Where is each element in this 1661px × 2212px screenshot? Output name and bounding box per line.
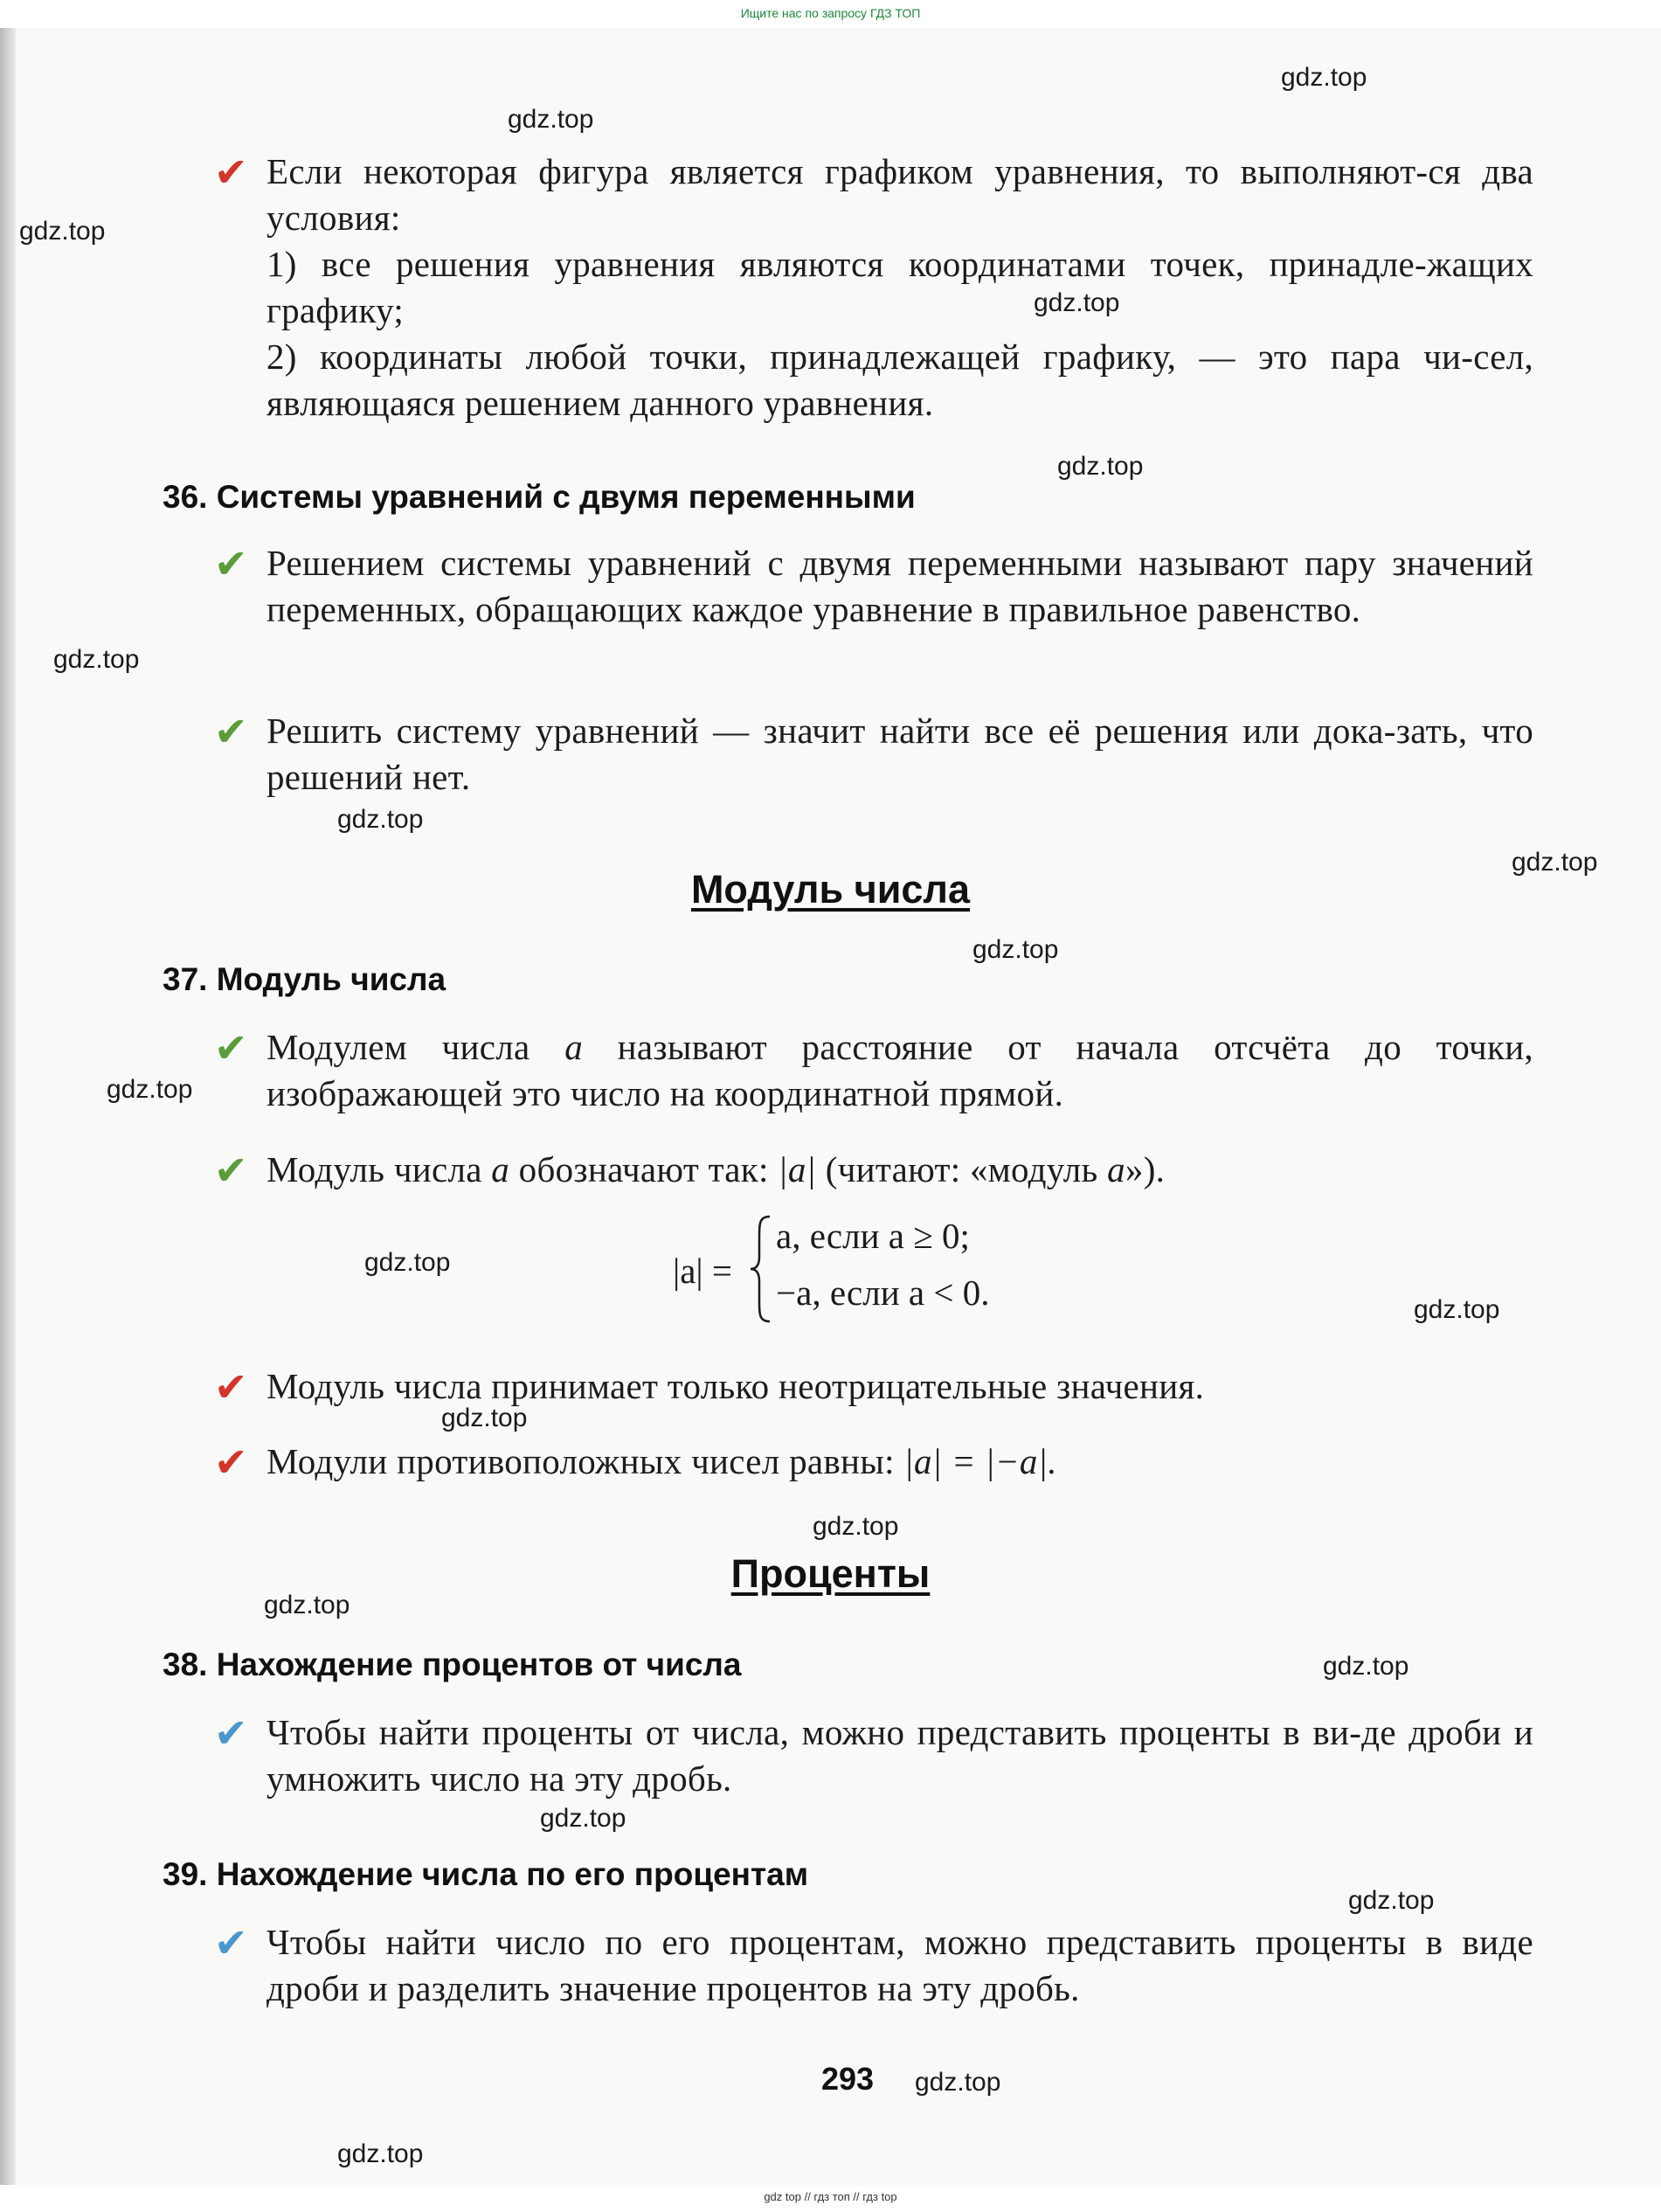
watermark: gdz.top <box>508 105 594 134</box>
heading-36: 36. Системы уравнений с двумя переменными <box>163 479 916 515</box>
check-green-icon: ✔ <box>214 540 248 587</box>
check-green-icon: ✔ <box>214 708 248 755</box>
bullet-modulus-definition <box>214 1024 1533 1117</box>
bullet-text: Модули противоположных чисел равны: |a| = |−a|. <box>266 1441 1057 1481</box>
bullet-text: Решить систему уравнений — значит найти все её решения или дока-зать, что решений нет. <box>266 711 1533 797</box>
check-red-icon: ✔ <box>214 149 248 196</box>
formula-case-2: −a, если a < 0. <box>776 1272 990 1313</box>
watermark: gdz.top <box>915 2068 1001 2097</box>
check-blue-icon: ✔ <box>214 1709 248 1757</box>
watermark: gdz.top <box>441 1404 528 1432</box>
section-title-modulus: Модуль числа <box>690 867 971 912</box>
watermark: gdz.top <box>540 1804 626 1833</box>
watermark: gdz.top <box>972 935 1059 964</box>
condition-2: 2) координаты любой точки, принадлежащей графику, — это пара чи-сел, являющаяся решением данного уравнения. <box>266 336 1533 423</box>
heading-39: 39. Нахождение числа по его процентам <box>163 1856 809 1892</box>
bullet-modulus-notation <box>214 1147 1533 1193</box>
bullet-solve-system <box>214 708 1533 801</box>
bullet-text: Решением системы уравнений с двумя переменными называют пару значений переменных, обращающих каждое уравнение в правильное равенство. <box>266 543 1533 629</box>
page-edge-shadow <box>0 28 16 2185</box>
watermark: gdz.top <box>364 1248 451 1277</box>
bullet-text: Если некоторая фигура является графиком уравнения, то выполняют-ся два условия: <box>266 151 1533 238</box>
check-green-icon: ✔ <box>214 1147 248 1194</box>
watermark: gdz.top <box>337 805 424 834</box>
check-red-icon: ✔ <box>214 1363 248 1411</box>
heading-38: 38. Нахождение процентов от числа <box>163 1647 742 1682</box>
watermark: gdz.top <box>813 1512 899 1541</box>
formula-lhs: |a| = <box>673 1251 732 1291</box>
watermark: gdz.top <box>264 1591 350 1619</box>
bullet-text: Модулем числа a называют расстояние от начала отсчёта до точки, изображающей это число на координатной прямой. <box>266 1027 1533 1113</box>
watermark: gdz.top <box>1414 1295 1500 1324</box>
watermark: gdz.top <box>53 645 140 674</box>
watermark: gdz.top <box>1281 63 1367 92</box>
watermark: gdz.top <box>1348 1886 1435 1915</box>
formula-case-1: a, если a ≥ 0; <box>776 1216 970 1256</box>
section-title-percent: Проценты <box>730 1551 931 1596</box>
watermark: gdz.top <box>19 217 106 246</box>
check-blue-icon: ✔ <box>214 1919 248 1966</box>
modulus-formula <box>673 1215 1040 1328</box>
bullet-nonnegative <box>214 1363 1533 1410</box>
watermark: gdz.top <box>337 2139 424 2168</box>
bullet-text: Модуль числа принимает только неотрицательные значения. <box>266 1366 1205 1406</box>
bullet-text: Чтобы найти проценты от числа, можно представить проценты в ви-де дроби и умножить число на эту дробь. <box>266 1712 1533 1799</box>
bullet-text: Чтобы найти число по его процентам, можно представить проценты в виде дроби и разделить значение процентов на эту дробь. <box>266 1922 1533 2008</box>
watermark: gdz.top <box>1057 452 1144 481</box>
bullet-number-by-percent <box>214 1919 1533 2012</box>
bottom-banner: gdz top // гдз топ // гдз top <box>764 2190 897 2203</box>
watermark: gdz.top <box>1323 1652 1409 1681</box>
top-banner: Ищите нас по запросу ГДЗ ТОП <box>740 6 921 20</box>
condition-1: 1) все решения уравнения являются координатами точек, принадле-жащих графику; <box>266 244 1533 330</box>
heading-37: 37. Модуль числа <box>163 961 446 997</box>
check-green-icon: ✔ <box>214 1024 248 1071</box>
check-red-icon: ✔ <box>214 1439 248 1486</box>
left-brace-icon <box>747 1215 775 1323</box>
bullet-opposite-numbers <box>214 1439 1533 1485</box>
watermark: gdz.top <box>1512 848 1598 877</box>
bullet-text: Модуль числа a обозначают так: |a| (читают: «модуль a»). <box>266 1149 1166 1189</box>
bullet-system-solution <box>214 540 1533 633</box>
bullet-graph-conditions <box>214 149 1533 426</box>
bullet-percent-of-number <box>214 1709 1533 1802</box>
watermark: gdz.top <box>107 1075 193 1104</box>
page-number: 293 <box>821 2061 875 2097</box>
watermark: gdz.top <box>1034 288 1120 317</box>
